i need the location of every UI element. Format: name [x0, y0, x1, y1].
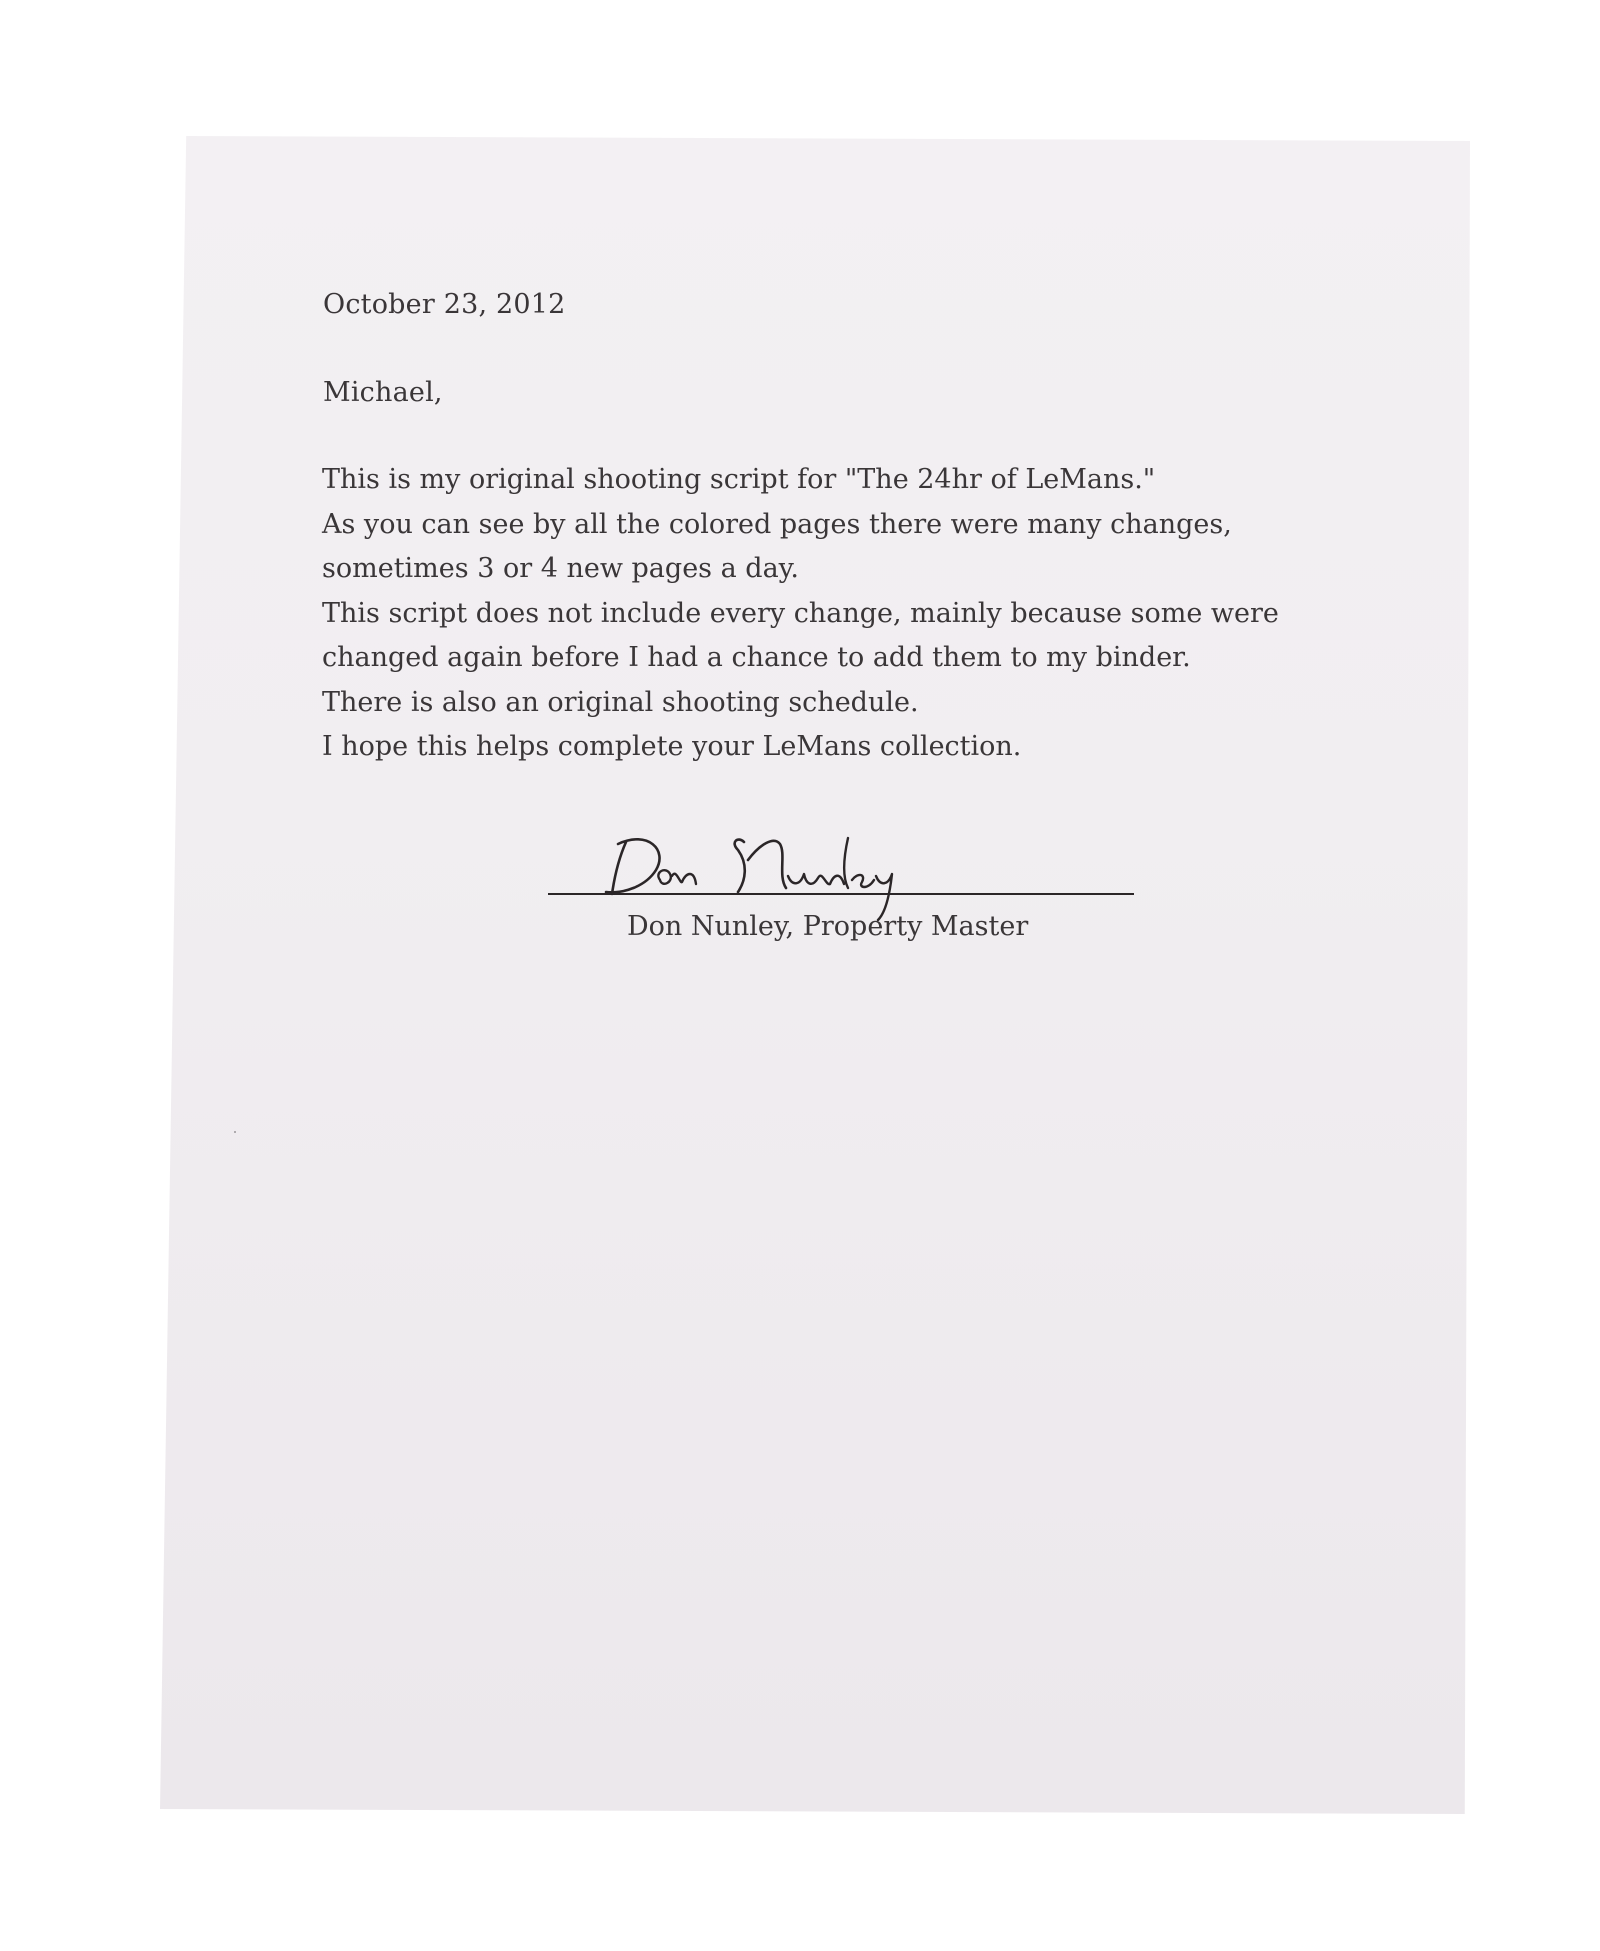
body-line: sometimes 3 or 4 new pages a day. [322, 553, 799, 584]
body-line: This is my original shooting script for "The 24hr of LeMans." [322, 464, 1156, 495]
body-line: There is also an original shooting schedule. [322, 686, 919, 718]
paper-speck [234, 1131, 236, 1133]
letter-date: October 23, 2012 [323, 289, 566, 320]
body-line: I hope this helps complete your LeMans collection. [322, 731, 1022, 762]
letter-salutation: Michael, [323, 377, 443, 408]
letter-body [322, 458, 1279, 770]
signer-name-title: Don Nunley, Property Master [627, 911, 1029, 942]
body-line: As you can see by all the colored pages there were many changes, [322, 508, 1232, 540]
body-line: This script does not include every change, mainly because some were [322, 597, 1279, 629]
body-line: changed again before I had a chance to add them to my binder. [322, 642, 1191, 673]
